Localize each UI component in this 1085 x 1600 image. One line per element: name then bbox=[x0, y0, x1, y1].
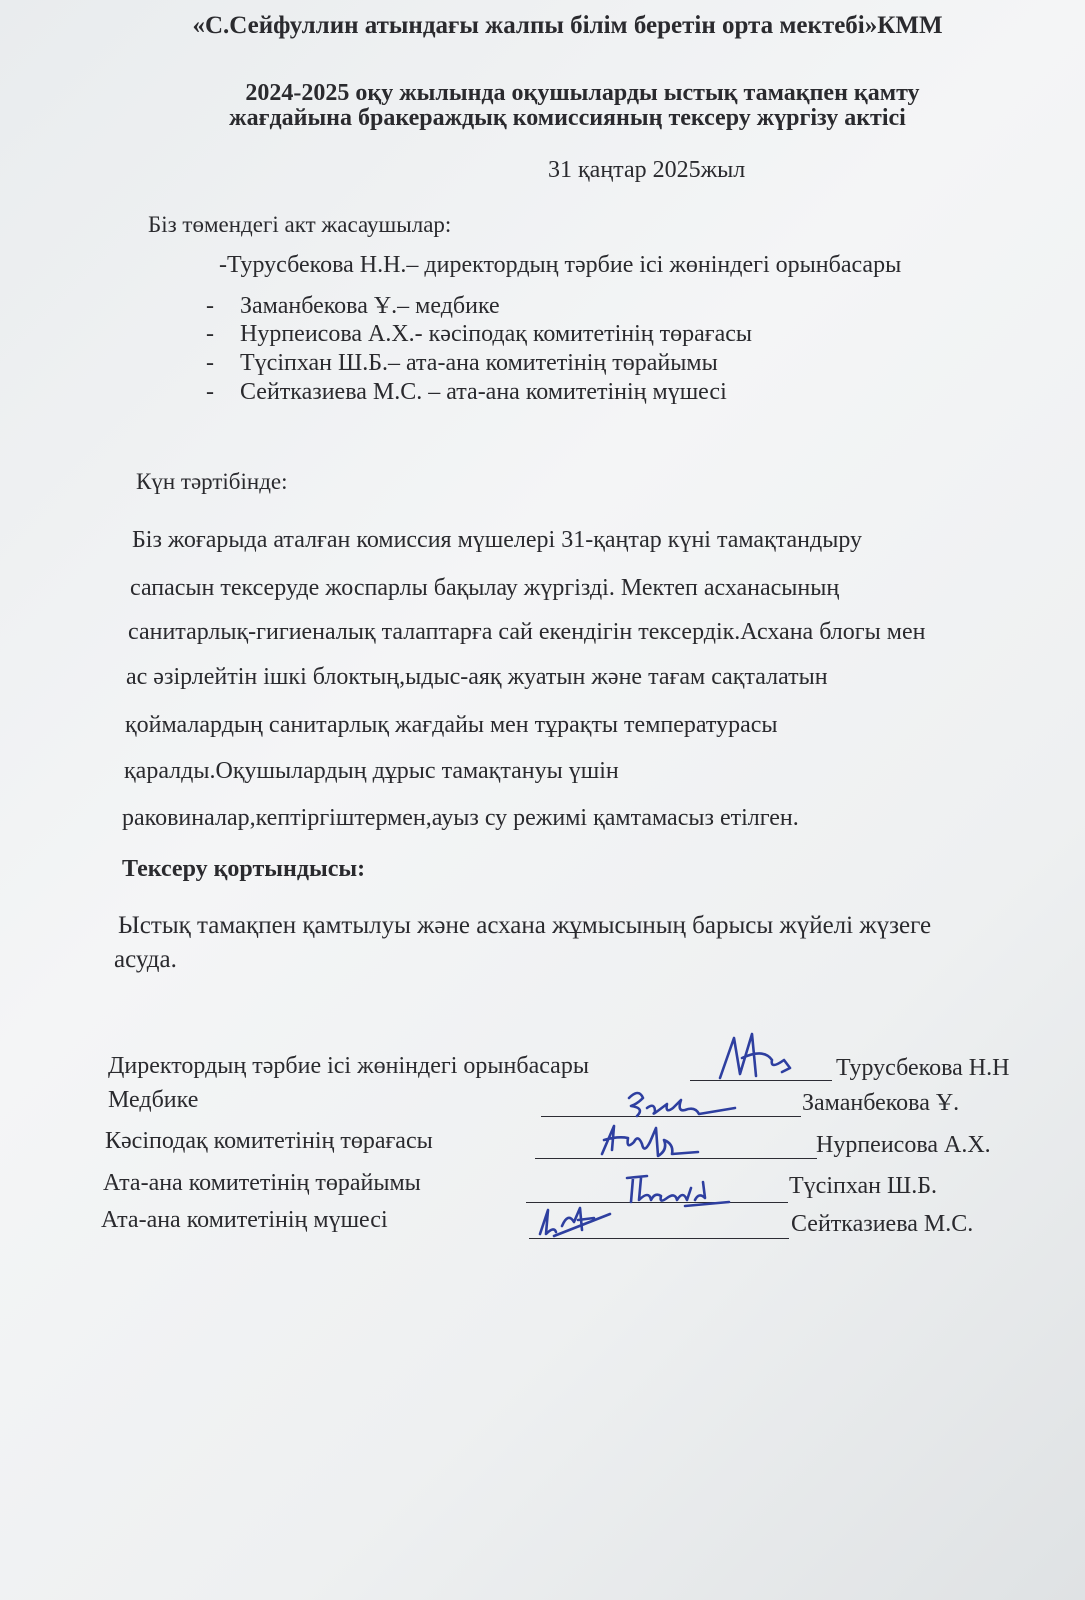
member-text: Нурпеисова А.Х.- кәсіподақ комитетінің төрағасы bbox=[240, 321, 753, 347]
signature-name: Нурпеисова А.Х. bbox=[816, 1132, 991, 1158]
signature-role: Ата-ана комитетінің мүшесі bbox=[101, 1207, 388, 1233]
signature-role: Медбике bbox=[108, 1087, 199, 1113]
handwritten-signature bbox=[712, 1030, 802, 1085]
signature-name: Турусбекова Н.Н bbox=[836, 1055, 1010, 1081]
signature-name: Түсіпхан Ш.Б. bbox=[789, 1173, 937, 1199]
body-line: қаралды.Оқушылардың дұрыс тамақтануы үшін bbox=[124, 758, 619, 784]
result-line: асуда. bbox=[114, 946, 177, 973]
result-heading: Тексеру қортындысы: bbox=[122, 856, 366, 882]
list-dash: - bbox=[206, 321, 214, 347]
member-item bbox=[219, 252, 901, 279]
body-line: сапасын тексеруде жоспарлы бақылау жүргізді. Мектеп асханасының bbox=[130, 575, 840, 601]
intro-text: Біз төмендегі акт жасаушылар: bbox=[148, 212, 452, 237]
handwritten-signature bbox=[625, 1172, 735, 1208]
act-title-line-1: 2024-2025 оқу жылында оқушыларды ыстық тамақпен қамту bbox=[245, 80, 920, 106]
handwritten-signature bbox=[534, 1200, 624, 1244]
member-item bbox=[206, 379, 727, 406]
signature-name: Заманбекова Ұ. bbox=[802, 1090, 960, 1116]
member-item bbox=[206, 293, 500, 320]
member-text: Түсіпхан Ш.Б.– ата-ана комитетінің төрайымы bbox=[240, 350, 718, 376]
signature-name: Сейтказиева М.С. bbox=[791, 1211, 974, 1237]
body-line: ас әзірлейтін ішкі блоктың,ыдыс-аяқ жуатын және тағам сақталатын bbox=[126, 664, 828, 690]
member-text: Заманбекова Ұ.– медбике bbox=[240, 293, 500, 319]
member-text: -Турусбекова Н.Н.– директордың тәрбие ісі жөніндегі орынбасары bbox=[219, 252, 902, 278]
member-text: Сейтказиева М.С. – ата-ана комитетінің мүшесі bbox=[240, 379, 727, 405]
body-line: қоймалардың санитарлық жағдайы мен тұрақты температурасы bbox=[125, 712, 778, 738]
act-title-line-2: жағдайына бракераждық комиссияның тексеру жүргізу актісі bbox=[229, 105, 906, 131]
act-date: 31 қаңтар 2025жыл bbox=[548, 157, 746, 183]
signature-role: Ата-ана комитетінің төрайымы bbox=[103, 1170, 421, 1196]
agenda-heading: Күн тәртібінде: bbox=[136, 469, 288, 494]
signature-role: Директордың тәрбие ісі жөніндегі орынбасары bbox=[108, 1053, 589, 1079]
school-name: «С.Сейфуллин атындағы жалпы білім беретін орта мектебі»КММ bbox=[192, 12, 943, 39]
list-dash: - bbox=[206, 379, 214, 405]
handwritten-signature bbox=[625, 1088, 745, 1124]
body-line: санитарлық-гигиеналық талаптарға сай екендігін тексердік.Асхана блогы мен bbox=[128, 619, 926, 645]
handwritten-signature bbox=[598, 1120, 708, 1162]
body-line: Біз жоғарыда аталған комиссия мүшелері 31-қаңтар күні тамақтандыру bbox=[132, 527, 863, 553]
signature-role: Кәсіподақ комитетінің төрағасы bbox=[105, 1128, 433, 1154]
list-dash: - bbox=[206, 350, 214, 376]
member-item bbox=[206, 350, 718, 377]
result-line: Ыстық тамақпен қамтылуы және асхана жұмысының барысы жүйелі жүзеге bbox=[118, 912, 932, 939]
list-dash: - bbox=[206, 293, 214, 319]
body-line: раковиналар,кептіргіштермен,ауыз су режимі қамтамасыз етілген. bbox=[122, 805, 799, 831]
member-item bbox=[206, 321, 752, 348]
